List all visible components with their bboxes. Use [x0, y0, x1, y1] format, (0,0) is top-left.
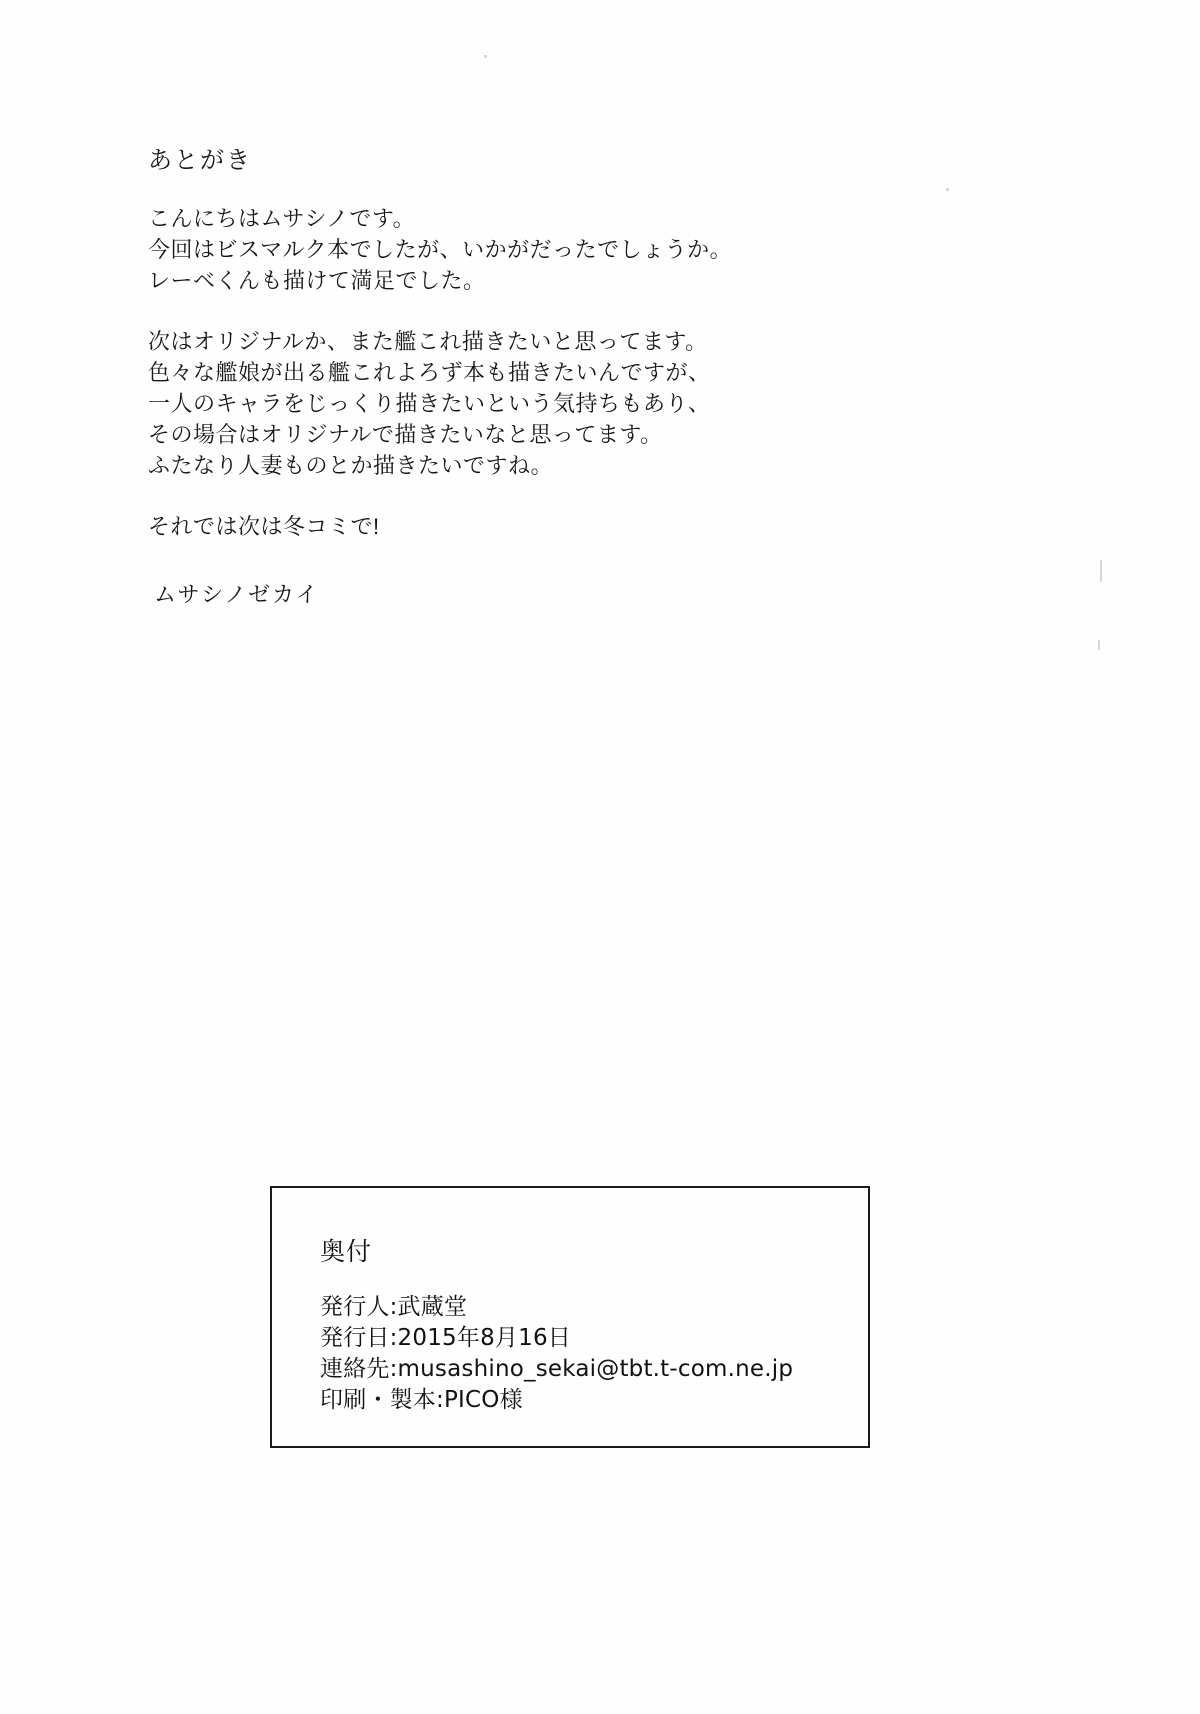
afterword-line: ふたなり人妻ものとか描きたいですね。	[148, 453, 554, 478]
page-speck	[1100, 560, 1102, 582]
afterword-line: 次はオリジナルか、また艦これ描きたいと思ってます。	[148, 329, 708, 354]
afterword-title: あとがき	[148, 147, 252, 174]
colophon-box	[270, 1186, 870, 1448]
colophon-title: 奥付	[320, 1238, 373, 1266]
colophon-contact: 連絡先:musashino_sekai@tbt.t-com.ne.jp	[320, 1356, 794, 1382]
colophon-details	[320, 1292, 793, 1416]
colophon-date: 発行日:2015年8月16日	[320, 1325, 571, 1351]
afterword-line: レーベくんも描けて満足でした。	[148, 268, 486, 293]
afterword-line: 一人のキャラをじっくり描きたいという気持ちもあり、	[148, 391, 711, 416]
colophon-printer: 印刷・製本:PICO様	[320, 1387, 523, 1413]
afterword-line: それでは次は冬コミで!	[148, 514, 380, 539]
afterword-paragraph-3	[148, 511, 908, 542]
colophon-publisher: 発行人:武蔵堂	[320, 1294, 468, 1320]
page-speck	[946, 188, 949, 191]
afterword-paragraph-2	[148, 326, 908, 481]
afterword-line: 今回はビスマルク本でしたが、いかがだったでしょうか。	[148, 237, 733, 262]
afterword-line: 色々な艦娘が出る艦これよろず本も描きたいんですが、	[148, 360, 711, 385]
afterword-signature: ムサシノゼカイ	[154, 582, 320, 607]
page-speck	[1098, 640, 1100, 650]
afterword-line: その場合はオリジナルで描きたいなと思ってます。	[148, 422, 663, 447]
afterword-section	[148, 140, 908, 609]
afterword-line: こんにちはムサシノです。	[148, 206, 416, 231]
page-speck	[484, 55, 487, 58]
afterword-paragraph-1	[148, 203, 908, 296]
